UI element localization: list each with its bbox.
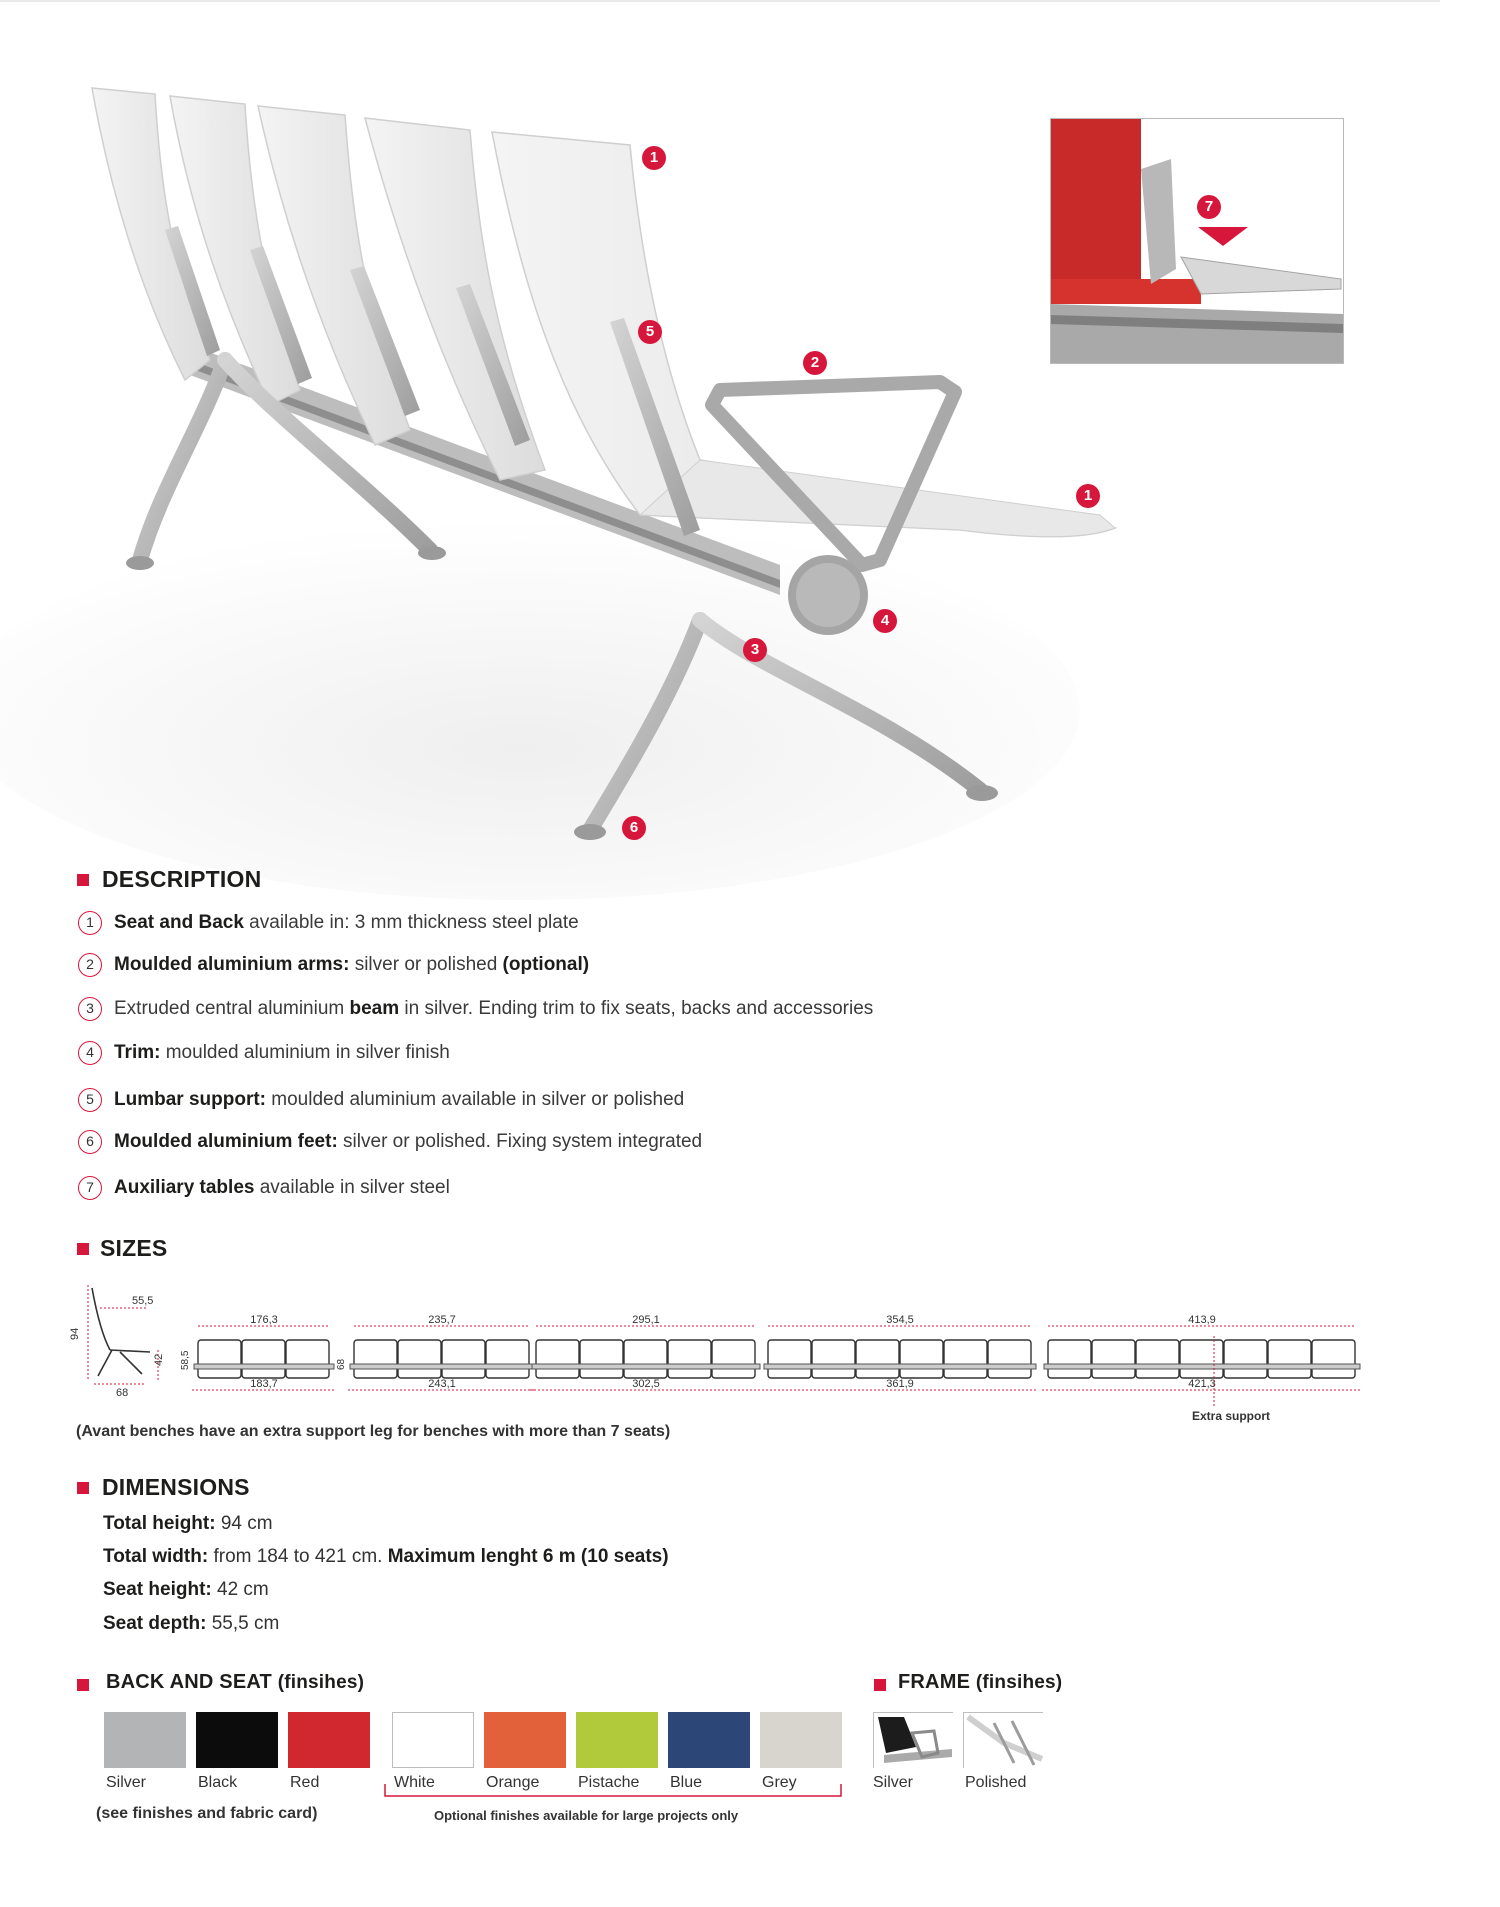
profile-height: 94 <box>69 1327 81 1340</box>
optional-note: Optional finishes available for large projects only <box>434 1808 739 1823</box>
bench-seat <box>354 1340 397 1378</box>
bench-seat <box>286 1340 329 1378</box>
bench-seat <box>944 1340 987 1378</box>
bench-seat <box>712 1340 755 1378</box>
bench-seat <box>812 1340 855 1378</box>
callout-aux-table: 7 <box>1197 195 1221 219</box>
bench-seat <box>1048 1340 1091 1378</box>
frame-label: Polished <box>965 1774 1027 1791</box>
dimension-row: Total width: from 184 to 421 cm. Maximum lenght 6 m (10 seats) <box>103 1546 669 1567</box>
frame-heading: FRAME (finsihes) <box>898 1671 1063 1693</box>
bench-seat <box>442 1340 485 1378</box>
extra-support-label: Extra support <box>1192 1409 1271 1423</box>
swatch-label: Black <box>198 1774 238 1791</box>
swatch-orange <box>484 1712 566 1768</box>
bench-beam <box>194 1364 334 1369</box>
swatch-label: Silver <box>106 1774 147 1791</box>
back-seat-heading: BACK AND SEAT (finsihes) <box>106 1671 365 1693</box>
bench-seat <box>1092 1340 1135 1378</box>
dimension-label: 302,5 <box>632 1378 660 1390</box>
bench-seat <box>668 1340 711 1378</box>
bench-beam <box>350 1364 534 1369</box>
callout-trim: 4 <box>873 609 897 633</box>
optional-bracket <box>383 1784 845 1800</box>
bench-4-seats <box>336 1314 536 1390</box>
dimension-label: 354,5 <box>886 1314 914 1326</box>
back-seat-marker <box>77 1679 89 1691</box>
finishes-card-note: (see finishes and fabric card) <box>96 1805 318 1822</box>
frame-label: Silver <box>873 1774 914 1791</box>
bench-seat <box>1268 1340 1311 1378</box>
dimension-row: Total height: 94 cm <box>103 1513 273 1534</box>
bench-seat <box>1180 1340 1223 1378</box>
dimension-label: 361,9 <box>886 1378 914 1390</box>
swatch-label: Orange <box>486 1774 540 1791</box>
swatch-label: Grey <box>762 1774 797 1791</box>
sizes-marker <box>77 1243 89 1255</box>
callout-seat-back: 1 <box>642 146 666 170</box>
description-heading: DESCRIPTION <box>102 866 262 892</box>
bench-beam <box>1044 1364 1360 1369</box>
frame-marker <box>874 1679 886 1691</box>
bench-6-seats <box>762 1314 1038 1390</box>
bench-seat <box>856 1340 899 1378</box>
callout-lumbar: 5 <box>638 320 662 344</box>
profile-seat-height: 42 <box>153 1353 165 1366</box>
swatch-blue <box>668 1712 750 1768</box>
bench-7-seats <box>1042 1314 1362 1406</box>
bench-seat <box>398 1340 441 1378</box>
bench-beam <box>764 1364 1036 1369</box>
frame-polished-thumb <box>963 1712 1043 1768</box>
top-rule <box>0 0 1440 2</box>
dimension-row: Seat depth: 55,5 cm <box>103 1613 280 1634</box>
dimension-label: 295,1 <box>632 1314 660 1326</box>
dimensions-heading: DIMENSIONS <box>102 1474 250 1500</box>
dimension-row: Seat height: 42 cm <box>103 1579 269 1600</box>
dimensions-marker <box>77 1482 89 1494</box>
callout-beam: 3 <box>743 638 767 662</box>
swatch-label: Pistache <box>578 1774 640 1791</box>
auxiliary-table-detail <box>1050 118 1344 364</box>
bench-seat <box>1312 1340 1355 1378</box>
callout-arms: 2 <box>803 351 827 375</box>
swatch-silver <box>104 1712 186 1768</box>
swatch-red <box>288 1712 370 1768</box>
dimension-label: 243,1 <box>428 1378 456 1390</box>
profile-foot: 68 <box>116 1387 129 1399</box>
frame-silver-thumb <box>873 1712 953 1768</box>
dimension-label: 421,3 <box>1188 1378 1216 1390</box>
swatch-label: Red <box>290 1774 320 1791</box>
bench-seat <box>198 1340 241 1378</box>
bench-seat <box>900 1340 943 1378</box>
bench-seat <box>486 1340 529 1378</box>
bench-beam <box>532 1364 760 1369</box>
side-dimension-label: 58,5 <box>180 1350 191 1370</box>
bench-seat <box>624 1340 667 1378</box>
swatch-black <box>196 1712 278 1768</box>
bench-seat <box>242 1340 285 1378</box>
bench-seat <box>580 1340 623 1378</box>
sizes-note: (Avant benches have an extra support leg for benches with more than 7 seats) <box>76 1423 671 1440</box>
swatch-label: White <box>394 1774 435 1791</box>
bench-seat <box>1136 1340 1179 1378</box>
swatch-white <box>392 1712 474 1768</box>
description-marker <box>77 874 89 886</box>
side-dimension-label: 68 <box>336 1358 347 1370</box>
bench-seat <box>1224 1340 1267 1378</box>
dimension-label: 235,7 <box>428 1314 456 1326</box>
bench-product-photo <box>0 60 1160 920</box>
bench-seat <box>536 1340 579 1378</box>
bench-3-seats <box>180 1314 336 1390</box>
swatch-grey <box>760 1712 842 1768</box>
sizes-heading: SIZES <box>100 1235 168 1261</box>
bench-seat <box>768 1340 811 1378</box>
callout-feet: 6 <box>622 816 646 840</box>
dimension-label: 183,7 <box>250 1378 278 1390</box>
dimension-label: 413,9 <box>1188 1314 1216 1326</box>
bench-5-seats <box>530 1314 762 1390</box>
dimension-label: 176,3 <box>250 1314 278 1326</box>
swatch-pistache <box>576 1712 658 1768</box>
swatch-label: Blue <box>670 1774 703 1791</box>
callout-seat: 1 <box>1076 484 1100 508</box>
bench-seat <box>988 1340 1031 1378</box>
profile-depth: 55,5 <box>132 1295 154 1307</box>
